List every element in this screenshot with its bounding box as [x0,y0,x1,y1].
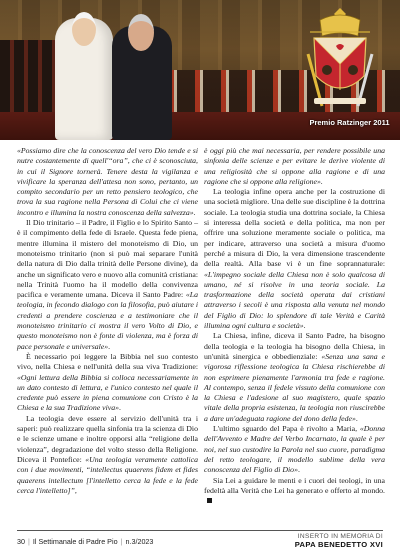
page-footer [17,530,383,553]
awardee-head [128,14,154,51]
pope-head [72,12,96,46]
article-column-right [204,146,385,506]
issue-number: n.3/2023 [125,537,154,546]
body-paragraph: L'ultimo sguardo del Papa è rivolto a Maria, «Donna dell'Avvento e Madre del Verbo Incarnato, la quale è per noi, nel suo custodire la Parola nel suo cuore, paradigma del retto teologare, il modello sublime della vera conoscenza del Figlio di Dio». [204,424,385,475]
body-paragraph: La Chiesa, infine, diceva il Santo Padre, ha bisogno della teologia e la teologia ha bisogno della Chiesa, in un'unità sinergica e obbedienziale: «Senza una sana e vigorosa riflessione teologica la Chiesa rischierebbe di non esprimere pienamente l'armonia tra fede e ragione. Al contempo, senza il fedele vissuto della comunione con la Chiesa e l'adesione al suo magistero, quale spazio vitale della propria esistenza, la teologia non riuscirebbe a dare un'adeguata ragione del dono della fede». [204,331,386,423]
photo-caption: Premio Ratzinger 2011 [309,118,390,127]
body-paragraph: La teologia infine opera anche per la costruzione di una società migliore. Una delle sue discipline è la dottrina sociale. La teologia studia una dottrina sociale, la Chiesa si interessa della società e della politica, ma non per offrire una soluzione meramente sociale o politica, ma per indicare, attraverso una società a misura d'uomo perché a misura di Dio, la vera dimensione trascendente della realtà. Alla base vi è un fine soprannaturale: «L'impegno sociale della Chiesa non è solo qualcosa di umano, né si risolve in una teoria sociale. La trasformazione della società operata dai cristiani attraverso i secoli è una risposta alla venuta nel mondo del Figlio di Dio: lo splendore di tale Verità e Carità illumina ogni cultura e società». [204,187,386,331]
quote-paragraph: è oggi più che mai necessaria, per rendere possibile una sinfonia delle scienze e per evitare le derive violente di una religiosità che si oppone alla ragione e di una ragione che si oppone alla religione». [204,146,385,186]
body-paragraph: È necessario poi leggere la Bibbia nel suo contesto vivo, nella Chiesa e nell'unità della sua viva Tradizione: «Ogni lettura della Bibbia si colloca necessariamente in un dato contesto di lettura, e l'unico contesto nel quale il credente può essere in piena comunione con Cristo è la Chiesa e la sua Tradizione viva». [17,351,198,413]
memorial-line: INSERTO IN MEMORIA DI [297,533,383,540]
body-paragraph: La teologia deve essere al servizio dell'unità tra i saperi: può realizzare quella sinfonia tra la scienza di Dio e le scienze umane e inoltre opporsi alla “religione della violenza”, degradazione del volto stesso della Religione. Diceva il Pontefice: «Una teologia veramente cattolica con i due movimenti, “intellectus quaerens fidem et fides quaerens intellectum [l'intelletto cerca la fede e la fede cerca l'intelletto]”, [17,413,199,495]
memorial-insert-label [295,533,383,549]
closing-paragraph: Sia Lei a guidare le menti e i cuori dei teologi, in una fedeltà alla Verità che Lei ha generato e offerto al mondo. [204,476,385,507]
papal-coat-of-arms-icon [300,6,380,114]
article-column-left [17,146,198,496]
header-photo [0,0,400,140]
folio: 30 | Il Settimanale di Padre Pio | n.3/2023 [17,537,154,546]
quote-paragraph: «Possiamo dire che la conoscenza del vero Dio tende e si nutre costantemente di quell'“ora”, che ci è sconosciuta, in cui il Signore tornerà. Tenere desta la vigilanza e vivificare la speranza dell'attesa non sono, pertanto, un compito secondario per un retto pensiero teologico, che trova la sua ragione nella Persona di Colui che ci viene incontro e illumina la nostra conoscenza della salvezza». [17,146,198,217]
memorial-name: PAPA BENEDETTO XVI [294,540,383,549]
magazine-name: Il Settimanale di Padre Pio [32,537,118,546]
page-number: 30 [17,537,25,546]
end-of-article-square-icon [207,498,212,503]
body-paragraph: Il Dio trinitario – il Padre, il Figlio e lo Spirito Santo – è il compimento della fede di Israele. Questa fede piena, mentre illumina il mistero del monoteismo di Dio, un monoteismo trinitario (non si può mai separare l'unità della natura di Dio dalla trinità delle Persone divine), da anche un significato vero e nuovo alla comunità cristiana: nella Trinità l'uomo ha il modello della convivenza pacifica e veramente umana. Diceva il Santo Padre: «La teologia, in fecondo dialogo con la filosofia, può aiutare i credenti a prendere coscienza e a testimoniare che il monoteismo trinitario ci mostra il vero Volto di Dio, e questo monoteismo non è fonte di violenza, ma è forza di pace personale e universale». [17,218,198,351]
